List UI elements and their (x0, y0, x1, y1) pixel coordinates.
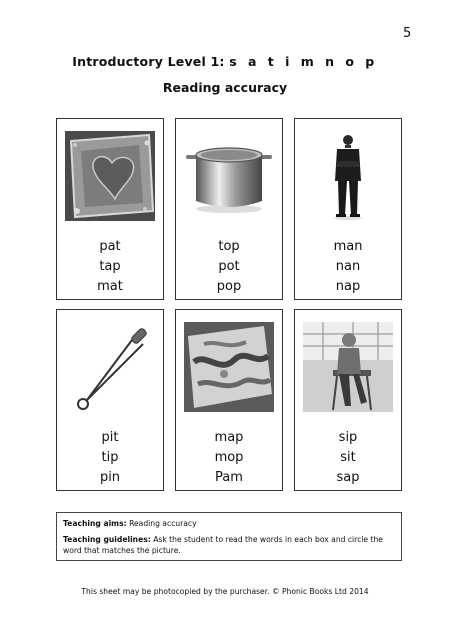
tile-heart-picture (65, 131, 155, 221)
word-card (56, 118, 164, 300)
boy-sitting-picture (303, 322, 393, 412)
page-title (0, 54, 450, 69)
word-card (56, 309, 164, 491)
teaching-aims-label: Teaching aims: (63, 519, 127, 528)
title-level: Introductory Level 1: (72, 54, 225, 69)
card-word[interactable]: pin (99, 470, 121, 485)
word-card (294, 309, 402, 491)
word-card (294, 118, 402, 300)
word-card (175, 309, 283, 491)
card-word[interactable]: pop (216, 279, 242, 294)
teaching-guidelines-text: Ask the student to read the words in each box and circle the word that matches the picture. (63, 534, 383, 555)
teaching-aims-text: Reading accuracy (129, 519, 197, 528)
card-word[interactable]: Pam (215, 470, 243, 485)
card-word[interactable]: nap (335, 279, 361, 294)
teaching-guidelines-label: Teaching guidelines: (63, 534, 151, 544)
card-word[interactable]: top (218, 239, 240, 254)
card-word[interactable]: pat (99, 239, 121, 254)
card-word[interactable]: pot (218, 259, 240, 274)
card-word[interactable]: map (214, 430, 244, 445)
word-card (175, 118, 283, 300)
card-word[interactable]: tap (99, 259, 121, 274)
teaching-aims (63, 518, 395, 530)
card-word[interactable]: man (333, 239, 363, 254)
title-letters: s a t i m n o p (229, 54, 378, 69)
page-number: 5 (403, 26, 412, 41)
card-word[interactable]: sip (338, 430, 358, 445)
card-word[interactable]: mop (214, 450, 244, 465)
page-subtitle: Reading accuracy (162, 80, 288, 95)
card-word[interactable]: sap (336, 470, 360, 485)
copyright-footer: This sheet may be photocopied by the purchaser. © Phonic Books Ltd 2014 (81, 587, 369, 596)
man-standing-picture (303, 131, 393, 221)
teaching-notes-box (56, 512, 402, 561)
card-word[interactable]: pit (101, 430, 119, 445)
safety-pin-picture (65, 322, 155, 412)
teaching-guidelines (63, 534, 395, 557)
map-picture (184, 322, 274, 412)
card-word[interactable]: sit (340, 450, 356, 465)
card-word[interactable]: tip (101, 450, 119, 465)
card-word[interactable]: nan (335, 259, 361, 274)
cooking-pot-picture (184, 131, 274, 221)
card-word[interactable]: mat (97, 279, 123, 294)
